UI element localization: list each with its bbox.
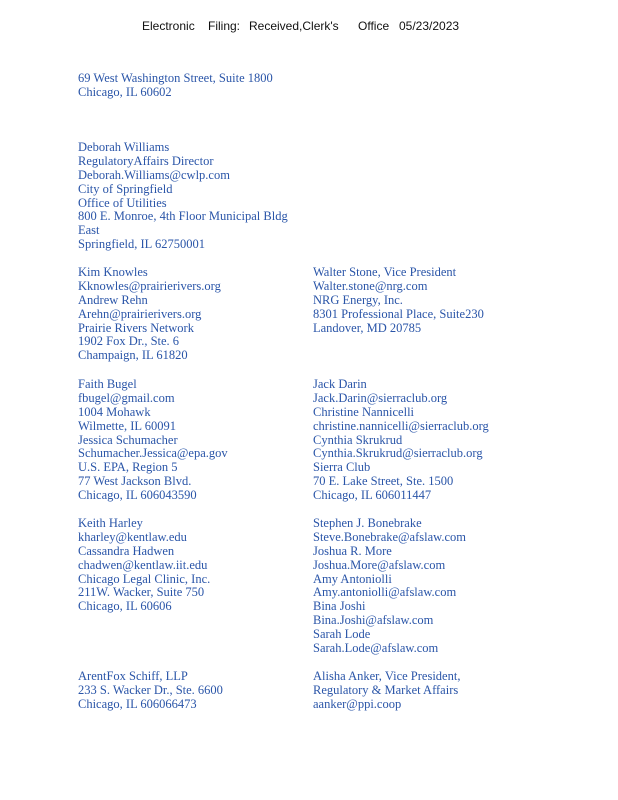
contact-city: Chicago, IL 606011447: [313, 488, 432, 503]
contact-email: Deborah.Williams@cwlp.com: [78, 167, 230, 182]
contact-address: 233 S. Wacker Dr., Ste. 6600: [78, 682, 223, 697]
city-line: Chicago, IL 60602: [78, 84, 172, 99]
contact-email: kharley@kentlaw.edu: [78, 529, 187, 544]
contact-email: Steve.Bonebrake@afslaw.com: [313, 529, 467, 544]
contact-org: U.S. EPA, Region 5: [78, 460, 178, 475]
contact-anker: [313, 670, 460, 712]
contact-name: Andrew Rehn: [78, 292, 148, 307]
header-electronic: Electronic: [142, 19, 195, 33]
contact-email: Bina.Joshi@afslaw.com: [313, 613, 434, 628]
contact-name: Christine Nannicelli: [313, 404, 415, 419]
contact-name: Faith Bugel: [78, 377, 137, 391]
contact-stone: [313, 266, 484, 335]
contact-org: NRG Energy, Inc.: [313, 292, 403, 307]
contact-email: Kknowles@prairierivers.org: [78, 278, 221, 293]
contact-address: 800 E. Monroe, 4th Floor Municipal Bldg: [78, 209, 288, 224]
contact-name: Stephen J. Bonebrake: [313, 516, 422, 530]
contact-title: Regulatory & Market Affairs: [313, 682, 459, 697]
contact-knowles: [78, 266, 221, 363]
contact-darin: [313, 378, 489, 503]
contact-address: 1004 Mohawk: [78, 404, 151, 419]
contact-address: 1902 Fox Dr., Ste. 6: [78, 334, 180, 349]
contact-email: Arehn@prairierivers.org: [78, 306, 202, 321]
filing-header: [0, 19, 600, 35]
contact-city: Springfield, IL 62750001: [78, 237, 205, 252]
contact-city: Champaign, IL 61820: [78, 348, 188, 363]
contact-name: Walter Stone, Vice President: [313, 265, 457, 279]
contact-name: Keith Harley: [78, 516, 143, 530]
contact-williams: [78, 141, 288, 252]
contact-address: 211W. Wacker, Suite 750: [78, 585, 205, 600]
contact-email: aanker@ppi.coop: [313, 696, 402, 711]
contact-title: RegulatoryAffairs Director: [78, 153, 214, 168]
contact-address: 8301 Professional Place, Suite230: [313, 306, 484, 321]
contact-org: Sierra Club: [313, 460, 371, 475]
contact-name: Kim Knowles: [78, 265, 148, 279]
contact-name: Cynthia Skrukrud: [313, 432, 403, 447]
contact-name: Jessica Schumacher: [78, 432, 178, 447]
contact-name: Jack Darin: [313, 377, 367, 391]
contact-email: christine.nannicelli@sierraclub.org: [313, 418, 489, 433]
contact-org: Prairie Rivers Network: [78, 320, 194, 335]
header-received: Received,Clerk's: [249, 19, 339, 33]
contact-email: Sarah.Lode@afslaw.com: [313, 641, 439, 656]
header-filing: Filing:: [208, 19, 241, 33]
contact-email: Cynthia.Skrukrud@sierraclub.org: [313, 446, 483, 461]
contact-city: Chicago, IL 606066473: [78, 696, 197, 711]
contact-city: Chicago, IL 60606: [78, 599, 172, 614]
top-address-block: [78, 72, 273, 100]
contact-name: Alisha Anker, Vice President,: [313, 669, 461, 683]
contact-email: Joshua.More@afslaw.com: [313, 557, 446, 572]
contact-office: Office of Utilities: [78, 195, 167, 210]
contact-harley: [78, 517, 210, 614]
contact-org: ArentFox Schiff, LLP: [78, 669, 188, 683]
contact-address-cont: East: [78, 223, 100, 238]
header-date: 05/23/2023: [399, 19, 460, 33]
contact-address: 70 E. Lake Street, Ste. 1500: [313, 474, 454, 489]
contact-bonebrake: [313, 517, 466, 656]
contact-email: chadwen@kentlaw.iit.edu: [78, 557, 208, 572]
contact-name: Joshua R. More: [313, 543, 392, 558]
header-office: Office: [358, 19, 390, 33]
contact-city: Landover, MD 20785: [313, 320, 422, 335]
contact-email: fbugel@gmail.com: [78, 390, 175, 405]
contact-name: Bina Joshi: [313, 599, 366, 614]
contact-email: Amy.antoniolli@afslaw.com: [313, 585, 457, 600]
contact-org: Chicago Legal Clinic, Inc.: [78, 571, 211, 586]
address-line: 69 West Washington Street, Suite 1800: [78, 71, 273, 85]
contact-arentfox: [78, 670, 223, 712]
contact-city: Chicago, IL 606043590: [78, 488, 197, 503]
contact-email: Jack.Darin@sierraclub.org: [313, 390, 448, 405]
contact-bugel: [78, 378, 228, 503]
contact-email: Walter.stone@nrg.com: [313, 278, 428, 293]
contact-address: 77 West Jackson Blvd.: [78, 474, 192, 489]
contact-org: City of Springfield: [78, 181, 173, 196]
contact-name: Sarah Lode: [313, 627, 371, 642]
contact-name: Deborah Williams: [78, 140, 170, 154]
contact-email: Schumacher.Jessica@epa.gov: [78, 446, 228, 461]
contact-name: Cassandra Hadwen: [78, 543, 175, 558]
contact-name: Amy Antoniolli: [313, 571, 392, 586]
contact-city: Wilmette, IL 60091: [78, 418, 176, 433]
